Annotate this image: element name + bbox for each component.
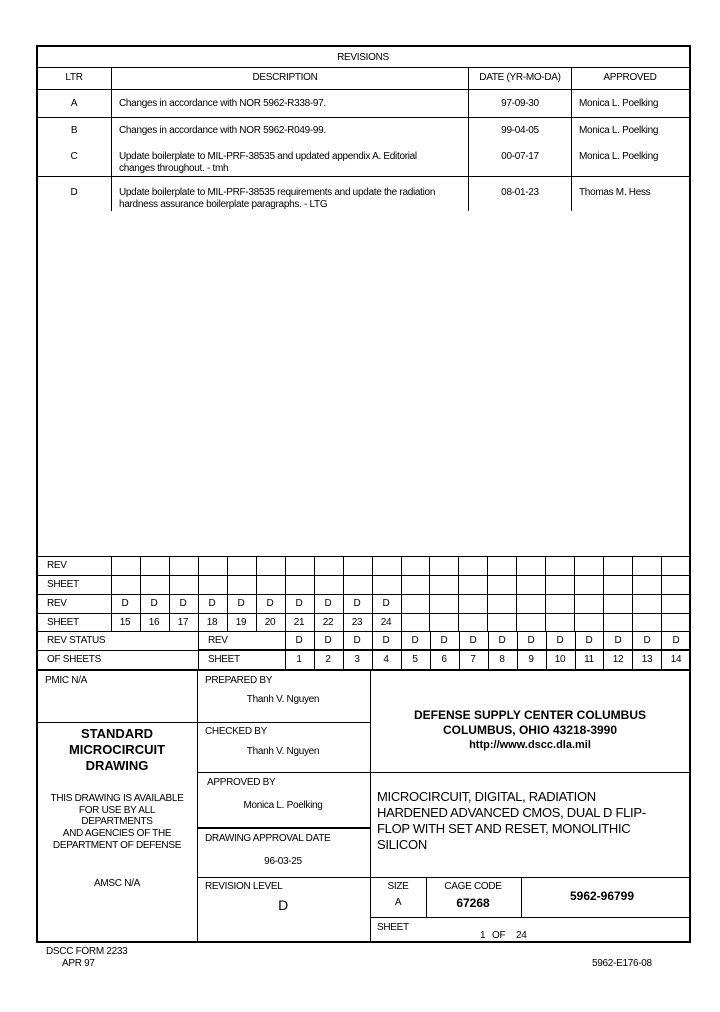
revision-approver: Monica L. Poelking bbox=[579, 151, 659, 162]
grid-line bbox=[545, 556, 546, 631]
approved-header: APPROVED bbox=[603, 72, 657, 83]
grid-line bbox=[574, 556, 575, 631]
status-sheet-cell: 13 bbox=[641, 654, 653, 665]
sheet-rev-cell: D bbox=[382, 598, 390, 609]
form-number: DSCC FORM 2233 bbox=[46, 946, 128, 957]
revision-letter: C bbox=[70, 151, 78, 162]
grid-line bbox=[516, 556, 517, 631]
status-rev-cell: D bbox=[643, 635, 651, 646]
grid-line bbox=[488, 631, 489, 669]
sheet-number-cell: 22 bbox=[322, 617, 334, 628]
document-id: 5962-E176-08 bbox=[592, 958, 652, 969]
rev-status-label: REV STATUS bbox=[47, 635, 106, 646]
cage-code: 67268 bbox=[456, 896, 490, 910]
grid-line bbox=[401, 631, 402, 669]
revision-approver: Monica L. Poelking bbox=[579, 98, 659, 109]
status-rev-cell: D bbox=[440, 635, 448, 646]
grid-line bbox=[36, 575, 690, 576]
grid-line bbox=[429, 556, 430, 631]
sheet-of: OF bbox=[492, 930, 506, 941]
availability-line-3: DEPARTMENTS bbox=[81, 816, 153, 827]
grid-line bbox=[661, 631, 662, 669]
revision-level: D bbox=[278, 897, 288, 913]
availability-line-5: DEPARTMENT OF DEFENSE bbox=[52, 840, 182, 851]
drawing-number: 5962-96799 bbox=[569, 889, 635, 903]
approved-by-name: Monica L. Poelking bbox=[243, 800, 323, 811]
revision-level-label: REVISION LEVEL bbox=[205, 881, 283, 892]
status-sheet-cell: 1 bbox=[296, 654, 302, 665]
status-rev-cell: D bbox=[614, 635, 622, 646]
revision-description: Changes in accordance with NOR 5962-R338-97. bbox=[119, 98, 326, 109]
grid-line bbox=[661, 556, 662, 631]
sheet-label: SHEET bbox=[377, 922, 409, 933]
grid-line bbox=[314, 556, 315, 631]
size-value: A bbox=[394, 897, 402, 908]
status-rev-cell: D bbox=[295, 635, 303, 646]
cage-code-label: CAGE CODE bbox=[444, 881, 502, 892]
description-header: DESCRIPTION bbox=[252, 72, 318, 83]
grid-line bbox=[36, 613, 690, 614]
sheet-rev-cell: D bbox=[266, 598, 274, 609]
status-sheet-cell: 6 bbox=[441, 654, 447, 665]
grid-line bbox=[285, 556, 286, 631]
size-label: SIZE bbox=[387, 881, 409, 892]
revision-date: 00-07-17 bbox=[501, 151, 539, 162]
revision-date: 08-01-23 bbox=[501, 187, 539, 198]
status-sheet-cell: 12 bbox=[612, 654, 624, 665]
revision-date: 99-04-05 bbox=[501, 125, 539, 136]
sheet-number-cell: 17 bbox=[177, 617, 189, 628]
grid-line bbox=[632, 556, 633, 631]
rev-label: REV bbox=[47, 598, 67, 609]
ltr-header: LTR bbox=[65, 72, 83, 83]
grid-line bbox=[198, 649, 690, 650]
drawing-title-line-4: SILICON bbox=[377, 837, 427, 852]
sheet-rev-cell: D bbox=[295, 598, 303, 609]
sheet-label: SHEET bbox=[208, 654, 240, 665]
sheet-number-cell: 23 bbox=[351, 617, 363, 628]
revision-date: 97-09-30 bbox=[501, 98, 539, 109]
status-sheet-cell: 10 bbox=[554, 654, 566, 665]
approval-date: 96-03-25 bbox=[264, 856, 302, 867]
grid-line bbox=[285, 631, 286, 669]
grid-line bbox=[36, 594, 690, 595]
sheet-number: 1 bbox=[480, 930, 486, 941]
sheet-number-cell: 21 bbox=[293, 617, 305, 628]
grid-line bbox=[343, 631, 344, 669]
grid-line bbox=[343, 556, 344, 631]
grid-line bbox=[546, 631, 547, 669]
revision-letter: A bbox=[70, 98, 78, 109]
status-sheet-cell: 9 bbox=[528, 654, 534, 665]
amsc-label: AMSC N/A bbox=[94, 878, 140, 889]
sheet-rev-cell: D bbox=[353, 598, 361, 609]
status-sheet-cell: 4 bbox=[383, 654, 389, 665]
status-sheet-cell: 11 bbox=[584, 654, 594, 665]
approval-date-label: DRAWING APPROVAL DATE bbox=[205, 833, 331, 844]
approved-by-label: APPROVED BY bbox=[207, 777, 276, 788]
status-rev-cell: D bbox=[469, 635, 477, 646]
status-sheet-cell: 8 bbox=[499, 654, 505, 665]
grid-line bbox=[632, 631, 633, 669]
status-rev-cell: D bbox=[382, 635, 390, 646]
checked-by-name: Thanh V. Nguyen bbox=[246, 746, 320, 757]
status-sheet-cell: 3 bbox=[354, 654, 360, 665]
revision-description: changes throughout. - tmh bbox=[119, 163, 229, 174]
revision-letter: B bbox=[70, 125, 78, 136]
drawing-title-line-2: HARDENED ADVANCED CMOS, DUAL D FLIP- bbox=[377, 805, 646, 820]
status-rev-cell: D bbox=[498, 635, 506, 646]
status-sheet-cell: 5 bbox=[412, 654, 418, 665]
grid-line bbox=[256, 556, 257, 631]
revision-description: Update boilerplate to MIL-PRF-38535 requirements and update the radiation bbox=[119, 187, 436, 198]
grid-line bbox=[36, 556, 690, 557]
revisions-title: REVISIONS bbox=[337, 52, 389, 63]
status-sheet-cell: 2 bbox=[325, 654, 331, 665]
sheet-rev-cell: D bbox=[237, 598, 245, 609]
grid-line bbox=[517, 631, 518, 669]
sheet-number-cell: 15 bbox=[119, 617, 131, 628]
sheet-rev-cell: D bbox=[324, 598, 332, 609]
prepared-by-name: Thanh V. Nguyen bbox=[246, 694, 320, 705]
drawing-title-line-1: MICROCIRCUIT, DIGITAL, RADIATION bbox=[377, 789, 596, 804]
sheet-rev-cell: D bbox=[150, 598, 158, 609]
agency-address: COLUMBUS, OHIO 43218-3990 bbox=[442, 723, 618, 737]
grid-line bbox=[36, 631, 690, 632]
grid-line bbox=[458, 556, 459, 631]
standard-line-3: DRAWING bbox=[85, 758, 149, 773]
sheet-number-cell: 20 bbox=[264, 617, 276, 628]
grid-line bbox=[372, 631, 373, 669]
rev-label: REV bbox=[208, 635, 228, 646]
revision-approver: Monica L. Poelking bbox=[579, 125, 659, 136]
standard-line-1: STANDARD bbox=[81, 726, 153, 741]
grid-line bbox=[140, 556, 141, 631]
checked-by-label: CHECKED BY bbox=[205, 726, 268, 737]
status-rev-cell: D bbox=[411, 635, 419, 646]
status-sheet-cell: 7 bbox=[470, 654, 476, 665]
grid-line bbox=[169, 556, 170, 631]
prepared-by-label: PREPARED BY bbox=[205, 675, 273, 686]
revision-description: Update boilerplate to MIL-PRF-38535 and updated appendix A. Editorial bbox=[119, 151, 417, 162]
status-rev-cell: D bbox=[585, 635, 593, 646]
status-rev-cell: D bbox=[556, 635, 564, 646]
availability-line-2: FOR USE BY ALL bbox=[78, 805, 156, 816]
agency-url: http://www.dscc.dla.mil bbox=[469, 739, 591, 751]
grid-line bbox=[575, 631, 576, 669]
grid-line bbox=[430, 631, 431, 669]
drawing-title-line-3: FLOP WITH SET AND RESET, MONOLITHIC bbox=[377, 821, 631, 836]
status-rev-cell: D bbox=[527, 635, 535, 646]
revision-description: Changes in accordance with NOR 5962-R049-99. bbox=[119, 125, 326, 136]
grid-line bbox=[603, 631, 604, 669]
revision-approver: Thomas M. Hess bbox=[579, 187, 651, 198]
grid-line bbox=[314, 631, 315, 669]
rev-label: REV bbox=[47, 560, 67, 571]
sheet-rev-cell: D bbox=[208, 598, 216, 609]
pmic-label: PMIC N/A bbox=[45, 675, 88, 686]
standard-line-2: MICROCIRCUIT bbox=[68, 742, 166, 757]
grid-line bbox=[487, 556, 488, 631]
agency-name: DEFENSE SUPPLY CENTER COLUMBUS bbox=[413, 708, 647, 722]
sheet-number-cell: 24 bbox=[380, 617, 392, 628]
status-sheet-cell: 14 bbox=[670, 654, 682, 665]
sheet-rev-cell: D bbox=[179, 598, 187, 609]
grid-line bbox=[36, 650, 690, 651]
grid-line bbox=[227, 556, 228, 631]
status-rev-cell: D bbox=[324, 635, 332, 646]
grid-line bbox=[198, 556, 199, 631]
date-header: DATE (YR-MO-DA) bbox=[479, 72, 561, 83]
grid-line bbox=[111, 556, 112, 631]
sheet-number-cell: 19 bbox=[235, 617, 247, 628]
grid-line bbox=[459, 631, 460, 669]
availability-line-1: THIS DRAWING IS AVAILABLE bbox=[50, 793, 184, 804]
sheet-label: SHEET bbox=[47, 579, 79, 590]
revision-description: hardness assurance boilerplate paragraphs. - LTG bbox=[119, 199, 328, 210]
availability-line-4: AND AGENCIES OF THE bbox=[62, 828, 172, 839]
revision-letter: D bbox=[70, 187, 78, 198]
status-rev-cell: D bbox=[353, 635, 361, 646]
sheet-number-cell: 16 bbox=[148, 617, 160, 628]
of-sheets-label: OF SHEETS bbox=[47, 654, 101, 665]
sheet-label: SHEET bbox=[47, 617, 79, 628]
sheet-rev-cell: D bbox=[121, 598, 129, 609]
sheet-number-cell: 18 bbox=[206, 617, 218, 628]
grid-line bbox=[198, 631, 199, 669]
grid-line bbox=[401, 556, 402, 631]
form-date: APR 97 bbox=[62, 958, 95, 969]
grid-line bbox=[603, 556, 604, 631]
sheet-total: 24 bbox=[516, 930, 527, 941]
status-rev-cell: D bbox=[672, 635, 680, 646]
grid-line bbox=[372, 556, 373, 631]
